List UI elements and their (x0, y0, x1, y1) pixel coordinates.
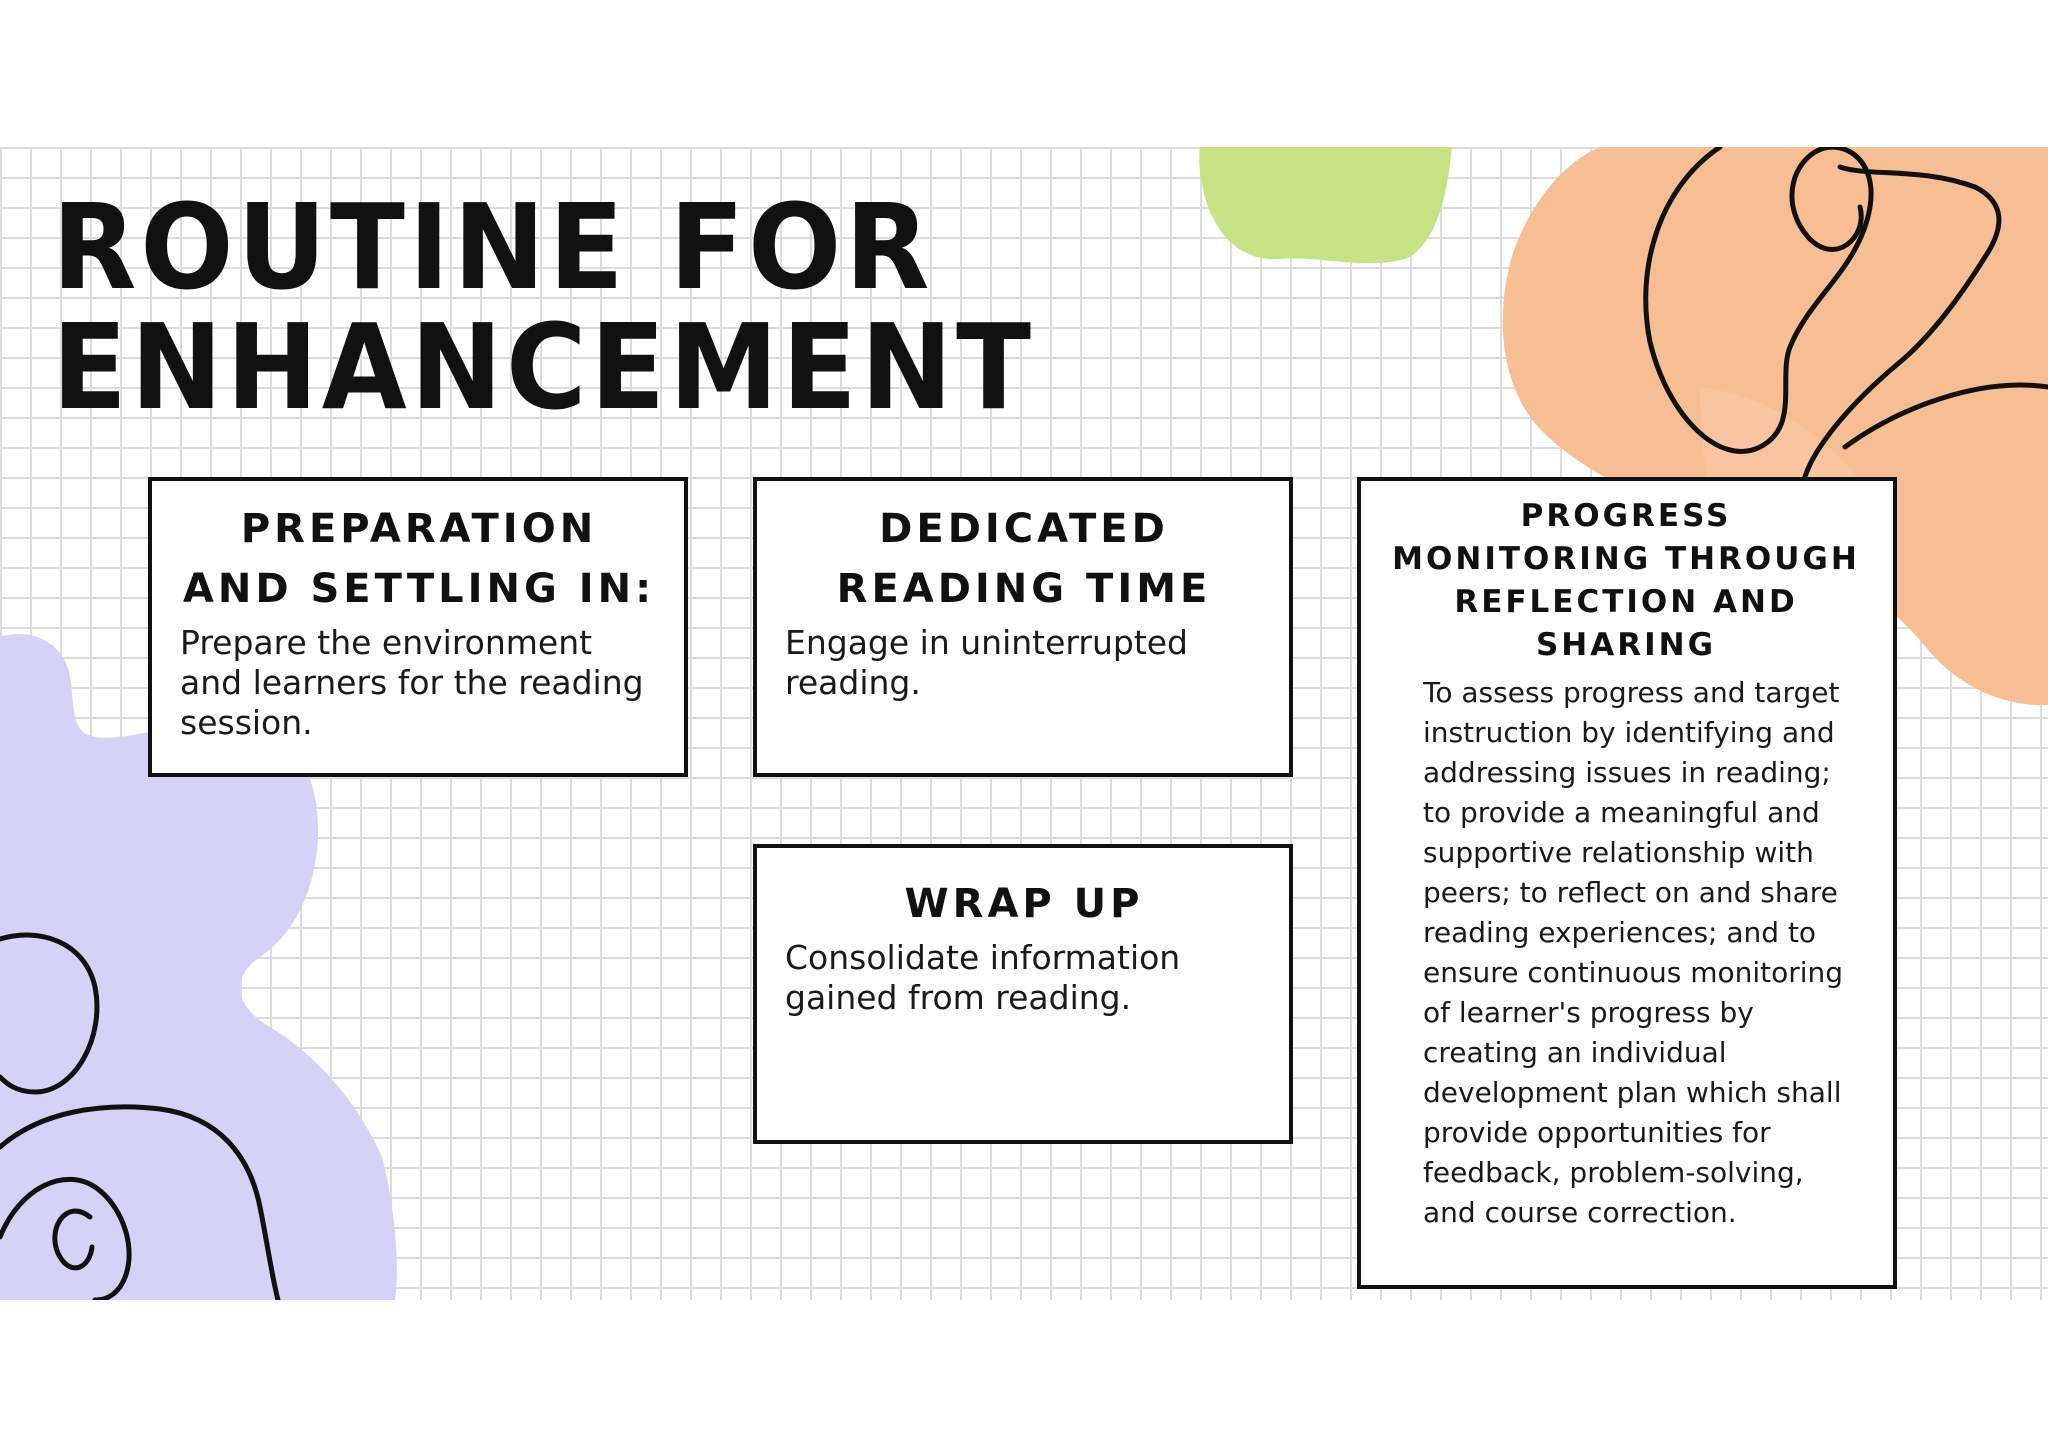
card-wrap-up (753, 844, 1293, 1144)
slide (0, 147, 2048, 1300)
card-heading: WRAP UP (904, 881, 1144, 927)
card-body: Consolidate information gained from reading. (785, 938, 1181, 1017)
title-line-2: ENHANCEMENT (52, 298, 1035, 436)
card-dedicated-reading (753, 477, 1293, 777)
card-body: To assess progress and target instruction by identifying and addressing issues in reading; to provide a meaningful and supportive relationship with peers; to reflect on and share reading experiences; and to ensure continuous monitoring of learner's progress by creating an individual development plan which shall provide opportunities for feedback, problem-solving, and course correction. (1423, 676, 1844, 1229)
card-preparation (148, 477, 688, 777)
card-heading: PREPARATION AND SETTLING IN: (182, 506, 656, 612)
card-heading: PROGRESS MONITORING THROUGH REFLECTION AND SHARING (1392, 498, 1860, 663)
green-blob-shape (1199, 147, 1452, 263)
card-body: Engage in uninterrupted reading. (785, 623, 1189, 702)
page-title (52, 178, 1035, 436)
title-line-1: ROUTINE FOR (52, 178, 934, 316)
card-heading: DEDICATED READING TIME (836, 506, 1212, 612)
card-progress-monitoring (1357, 477, 1897, 1289)
card-body: Prepare the environment and learners for the reading session. (180, 623, 644, 742)
